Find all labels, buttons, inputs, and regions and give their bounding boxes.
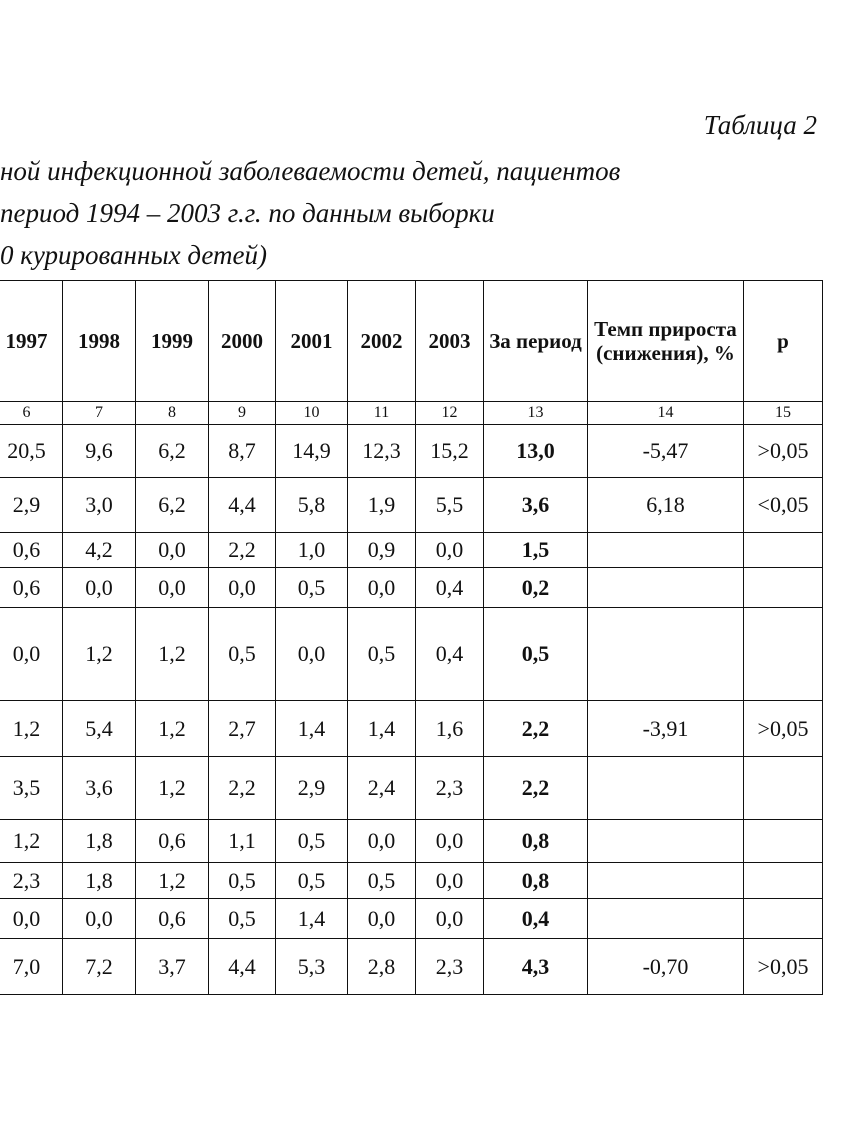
- period-total-cell: 4,3: [484, 939, 588, 995]
- table-cell: 1,0: [276, 533, 348, 568]
- header-cell: За период: [484, 281, 588, 402]
- table-cell: [588, 608, 744, 701]
- table-cell: 0,0: [209, 568, 276, 608]
- table-cell: 0,9: [348, 533, 416, 568]
- table-title: [0, 150, 620, 276]
- table-cell: 15,2: [416, 425, 484, 478]
- table-cell: 0,0: [416, 820, 484, 863]
- table-cell: 2,3: [416, 757, 484, 820]
- table-row: [0, 478, 823, 533]
- table-row: [0, 533, 823, 568]
- table-row: [0, 820, 823, 863]
- table-cell: 3,5: [0, 757, 63, 820]
- column-number-row: [0, 402, 823, 425]
- table-cell: 0,0: [0, 899, 63, 939]
- table-cell: [588, 568, 744, 608]
- table-cell: -0,70: [588, 939, 744, 995]
- table-cell: 0,5: [276, 863, 348, 899]
- table-row: [0, 701, 823, 757]
- table-cell: 0,6: [136, 899, 209, 939]
- table-cell: 4,4: [209, 478, 276, 533]
- header-cell: 1999: [136, 281, 209, 402]
- table-row: [0, 568, 823, 608]
- header-cell: 1997: [0, 281, 63, 402]
- table-cell: 0,5: [348, 863, 416, 899]
- table-cell: 0,0: [276, 608, 348, 701]
- table-cell: 2,2: [209, 533, 276, 568]
- table-cell: 8,7: [209, 425, 276, 478]
- column-number-cell: 14: [588, 402, 744, 425]
- column-number-cell: 9: [209, 402, 276, 425]
- table-caption: Таблица 2: [703, 110, 817, 140]
- table-cell: 6,2: [136, 478, 209, 533]
- table-cell: 0,5: [209, 608, 276, 701]
- title-line: 0 курированных детей): [0, 240, 267, 270]
- period-total-cell: 0,8: [484, 820, 588, 863]
- table-cell: 0,0: [348, 820, 416, 863]
- table-cell: 0,6: [136, 820, 209, 863]
- table-cell: -3,91: [588, 701, 744, 757]
- table-cell: 1,8: [63, 820, 136, 863]
- table-cell: 4,2: [63, 533, 136, 568]
- table-cell: 1,2: [0, 701, 63, 757]
- table-row: [0, 757, 823, 820]
- table-cell: 3,6: [63, 757, 136, 820]
- header-cell: р: [744, 281, 823, 402]
- table-cell: 2,7: [209, 701, 276, 757]
- table-cell: 0,6: [0, 533, 63, 568]
- table-cell: [588, 863, 744, 899]
- column-number-cell: 13: [484, 402, 588, 425]
- table-cell: 1,2: [0, 820, 63, 863]
- table-cell: 0,6: [0, 568, 63, 608]
- table-cell: 0,0: [63, 568, 136, 608]
- header-cell: 2001: [276, 281, 348, 402]
- table-cell: 1,9: [348, 478, 416, 533]
- period-total-cell: 0,4: [484, 899, 588, 939]
- column-number-cell: 7: [63, 402, 136, 425]
- column-number-cell: 11: [348, 402, 416, 425]
- table-cell: 20,5: [0, 425, 63, 478]
- table-cell: 0,0: [416, 863, 484, 899]
- table-cell: [744, 568, 823, 608]
- table-cell: 1,6: [416, 701, 484, 757]
- table-cell: 0,0: [348, 568, 416, 608]
- incidence-table: [0, 280, 823, 995]
- table-cell: 2,3: [0, 863, 63, 899]
- table-cell: 4,4: [209, 939, 276, 995]
- title-line: ной инфекционной заболеваемости детей, пациентов: [0, 156, 621, 186]
- table-cell: 9,6: [63, 425, 136, 478]
- title-line: период 1994 – 2003 г.г. по данным выборки: [0, 198, 495, 228]
- table-cell: 5,4: [63, 701, 136, 757]
- period-total-cell: 1,5: [484, 533, 588, 568]
- table-body: [0, 281, 823, 995]
- table-row: [0, 899, 823, 939]
- period-total-cell: 2,2: [484, 757, 588, 820]
- header-cell: 2002: [348, 281, 416, 402]
- table-cell: 0,5: [276, 820, 348, 863]
- table-cell: >0,05: [744, 425, 823, 478]
- table-cell: 1,2: [136, 701, 209, 757]
- table-cell: -5,47: [588, 425, 744, 478]
- table-cell: 0,5: [209, 899, 276, 939]
- table-cell: 0,0: [348, 899, 416, 939]
- table-cell: 12,3: [348, 425, 416, 478]
- table-cell: 0,5: [348, 608, 416, 701]
- column-number-cell: 12: [416, 402, 484, 425]
- table-cell: >0,05: [744, 701, 823, 757]
- table-cell: 2,4: [348, 757, 416, 820]
- period-total-cell: 0,2: [484, 568, 588, 608]
- table-cell: 2,9: [276, 757, 348, 820]
- header-row: [0, 281, 823, 402]
- table-cell: 3,7: [136, 939, 209, 995]
- period-total-cell: 0,5: [484, 608, 588, 701]
- table-cell: 0,4: [416, 568, 484, 608]
- table-cell: [744, 863, 823, 899]
- table-cell: 1,2: [136, 757, 209, 820]
- table-cell: 14,9: [276, 425, 348, 478]
- table-cell: 1,2: [136, 863, 209, 899]
- table-cell: 7,2: [63, 939, 136, 995]
- table-cell: 1,2: [136, 608, 209, 701]
- table-cell: [588, 899, 744, 939]
- table-cell: >0,05: [744, 939, 823, 995]
- table-cell: 7,0: [0, 939, 63, 995]
- table-row: [0, 608, 823, 701]
- table-cell: 3,0: [63, 478, 136, 533]
- table-cell: 6,2: [136, 425, 209, 478]
- column-number-cell: 15: [744, 402, 823, 425]
- table-cell: 0,0: [136, 568, 209, 608]
- header-cell: 2000: [209, 281, 276, 402]
- table-cell: [744, 533, 823, 568]
- table-cell: 0,4: [416, 608, 484, 701]
- table-cell: 1,4: [276, 701, 348, 757]
- table-cell: 1,4: [348, 701, 416, 757]
- column-number-cell: 10: [276, 402, 348, 425]
- table-cell: <0,05: [744, 478, 823, 533]
- header-cell: Темп прироста (снижения), %: [588, 281, 744, 402]
- table-cell: 2,9: [0, 478, 63, 533]
- table-cell: 0,0: [416, 899, 484, 939]
- table-cell: 6,18: [588, 478, 744, 533]
- table-cell: 0,0: [63, 899, 136, 939]
- table-cell: [588, 533, 744, 568]
- period-total-cell: 2,2: [484, 701, 588, 757]
- header-cell: 2003: [416, 281, 484, 402]
- table-cell: [744, 757, 823, 820]
- table-cell: [744, 608, 823, 701]
- header-cell: 1998: [63, 281, 136, 402]
- table-cell: 1,8: [63, 863, 136, 899]
- column-number-cell: 8: [136, 402, 209, 425]
- table-cell: 1,4: [276, 899, 348, 939]
- table-cell: 0,0: [416, 533, 484, 568]
- period-total-cell: 0,8: [484, 863, 588, 899]
- table-cell: 0,0: [136, 533, 209, 568]
- table-row: [0, 863, 823, 899]
- table-cell: 2,2: [209, 757, 276, 820]
- table-cell: 0,5: [276, 568, 348, 608]
- table-row: [0, 425, 823, 478]
- table-row: [0, 939, 823, 995]
- table-cell: [588, 757, 744, 820]
- table-cell: [744, 820, 823, 863]
- table-cell: 1,1: [209, 820, 276, 863]
- table-cell: [588, 820, 744, 863]
- column-number-cell: 6: [0, 402, 63, 425]
- table-cell: 0,5: [209, 863, 276, 899]
- table-cell: 5,5: [416, 478, 484, 533]
- table-cell: 5,3: [276, 939, 348, 995]
- period-total-cell: 13,0: [484, 425, 588, 478]
- table-cell: [744, 899, 823, 939]
- table-cell: 2,3: [416, 939, 484, 995]
- table-cell: 1,2: [63, 608, 136, 701]
- period-total-cell: 3,6: [484, 478, 588, 533]
- table-cell: 5,8: [276, 478, 348, 533]
- table-cell: 0,0: [0, 608, 63, 701]
- table-cell: 2,8: [348, 939, 416, 995]
